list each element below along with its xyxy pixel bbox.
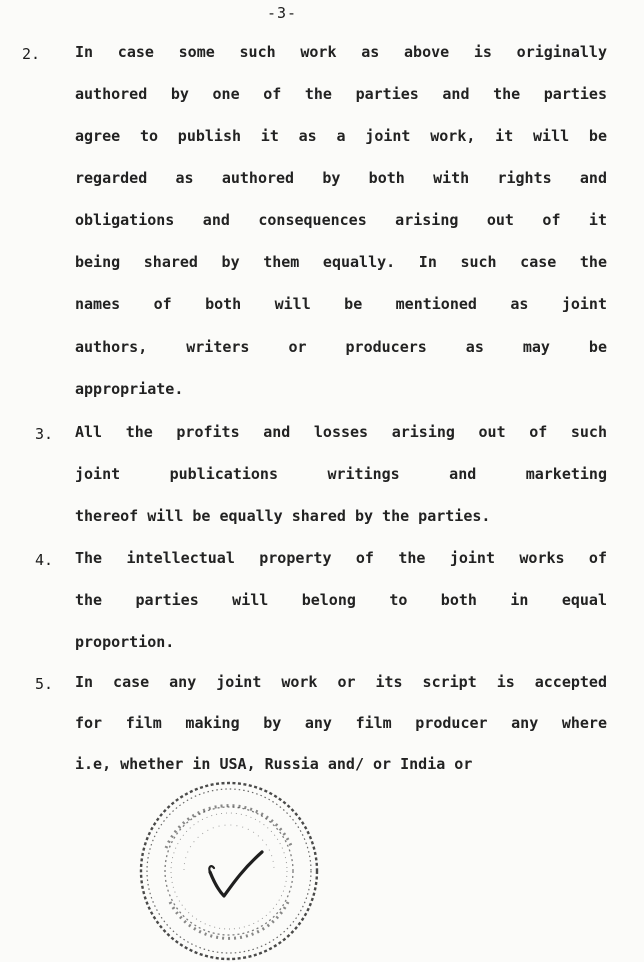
clause-line: authored by one of the parties and the parties [75, 85, 607, 103]
clause-line: proportion. [75, 633, 175, 651]
clause-line: names of both will be mentioned as joint [75, 295, 607, 313]
clause-line: thereof will be equally shared by the parties. [75, 507, 491, 525]
clause-line: authors, writers or producers as may be [75, 338, 607, 356]
page-number: -3- [266, 4, 298, 22]
clause-line: joint publications writings and marketing [75, 465, 607, 483]
clause-number: 3. [35, 425, 54, 443]
round-stamp-icon [136, 778, 322, 964]
clause-number: 5. [35, 675, 54, 693]
clause-line: In case any joint work or its script is accepted [75, 673, 607, 691]
clause-number: 4. [35, 551, 54, 569]
clause-number: 2. [22, 45, 41, 63]
checkmark-icon [210, 852, 262, 896]
clause-line: for film making by any film producer any where [75, 714, 607, 732]
clause-line: appropriate. [75, 380, 184, 398]
clause-line: the parties will belong to both in equal [75, 591, 607, 609]
clause-line: All the profits and losses arising out of such [75, 423, 607, 441]
clause-line: regarded as authored by both with rights and [75, 169, 607, 187]
clause-line: i.e, whether in USA, Russia and/ or India or [75, 755, 473, 773]
clause-line: being shared by them equally. In such case the [75, 253, 607, 271]
clause-line: obligations and consequences arising out of it [75, 211, 607, 229]
clause-line: In case some such work as above is originally [75, 43, 607, 61]
clause-line: agree to publish it as a joint work, it will be [75, 127, 607, 145]
clause-line: The intellectual property of the joint works of [75, 549, 607, 567]
